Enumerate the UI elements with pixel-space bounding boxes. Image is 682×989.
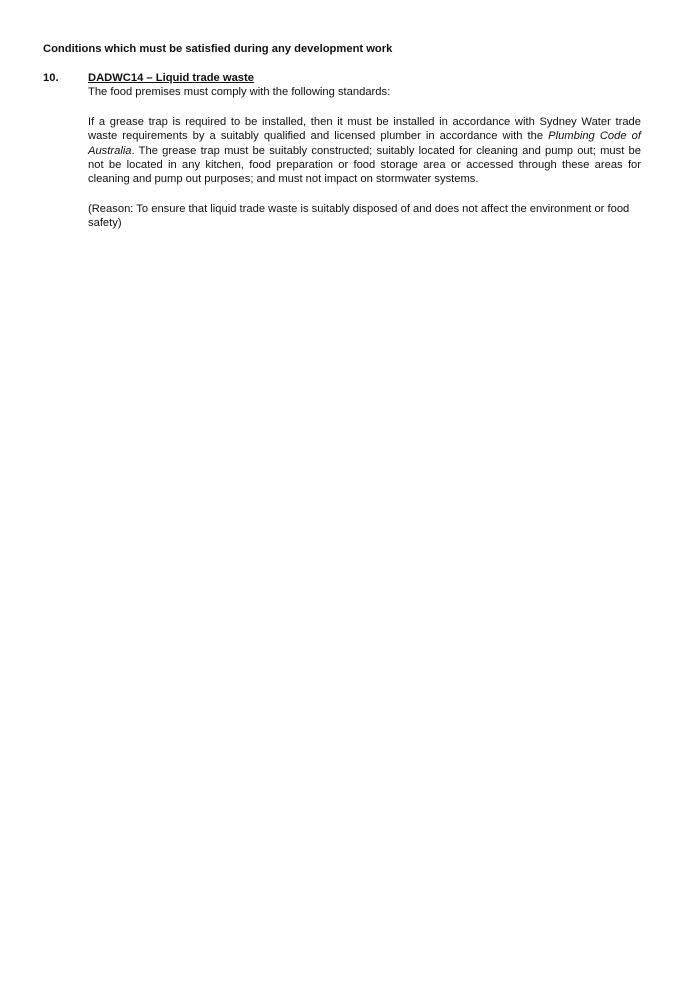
condition-intro: The food premises must comply with the following standards:	[88, 86, 391, 99]
condition-paragraph	[88, 115, 641, 187]
condition-reason: (Reason: To ensure that liquid trade waste is suitably disposed of and does not affect the environment or food safety)	[88, 202, 630, 230]
plumbing-code-reference: Plumbing Code of Australia	[88, 130, 641, 157]
paragraph-text-part1: If a grease trap is required to be installed, then it must be installed in accordance with Sydney Water trade waste requirements by a suitably qualified and licensed plumber in accordance with the	[88, 115, 641, 143]
condition-body	[88, 71, 641, 231]
condition-number: 10.	[43, 72, 59, 84]
paragraph-text-part2: . The grease trap must be suitably constructed; suitably located for cleaning and pump out; must be not be located in any kitchen, food preparation or food storage area or accessed through these areas for cleaning and pump out purposes; and must not impact on stormwater systems.	[88, 144, 641, 186]
section-heading: Conditions which must be satisfied during any development work	[43, 43, 393, 55]
condition-title: DADWC14 – Liquid trade waste	[88, 72, 254, 84]
